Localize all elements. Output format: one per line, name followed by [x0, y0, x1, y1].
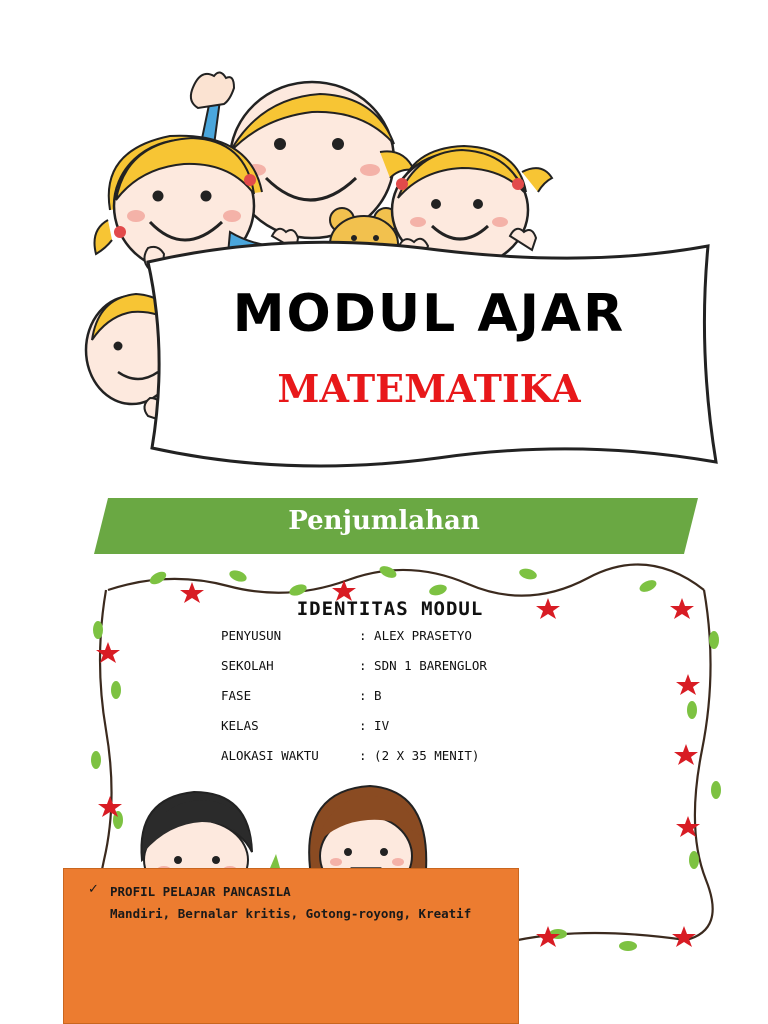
- identity-label: SEKOLAH: [221, 658, 274, 673]
- identity-value: : SDN 1 BARENGLOR: [359, 658, 487, 673]
- identity-value: : ALEX PRASETYO: [359, 628, 472, 643]
- identity-heading: IDENTITAS MODUL: [296, 598, 484, 618]
- identity-label: KELAS: [221, 718, 259, 733]
- profile-heading: PROFIL PELAJAR PANCASILA: [110, 884, 291, 899]
- topic-label: Penjumlahan: [288, 506, 480, 536]
- title-banner: [138, 232, 720, 480]
- identity-value: : IV: [359, 718, 390, 733]
- identity-label: ALOKASI WAKTU: [221, 748, 319, 763]
- identity-label: FASE: [221, 688, 252, 703]
- identity-value: : B: [359, 688, 382, 703]
- subject-title: MATEMATIKA: [277, 366, 581, 411]
- page-title: MODUL AJAR: [232, 284, 626, 344]
- profile-values: Mandiri, Bernalar kritis, Gotong-royong, Kreatif: [110, 906, 472, 921]
- identity-value: : (2 X 35 MENIT): [359, 748, 480, 763]
- check-icon: ✓: [88, 882, 99, 897]
- kids-illustration-bottom: [130, 780, 430, 880]
- identity-label: PENYUSUN: [221, 628, 282, 643]
